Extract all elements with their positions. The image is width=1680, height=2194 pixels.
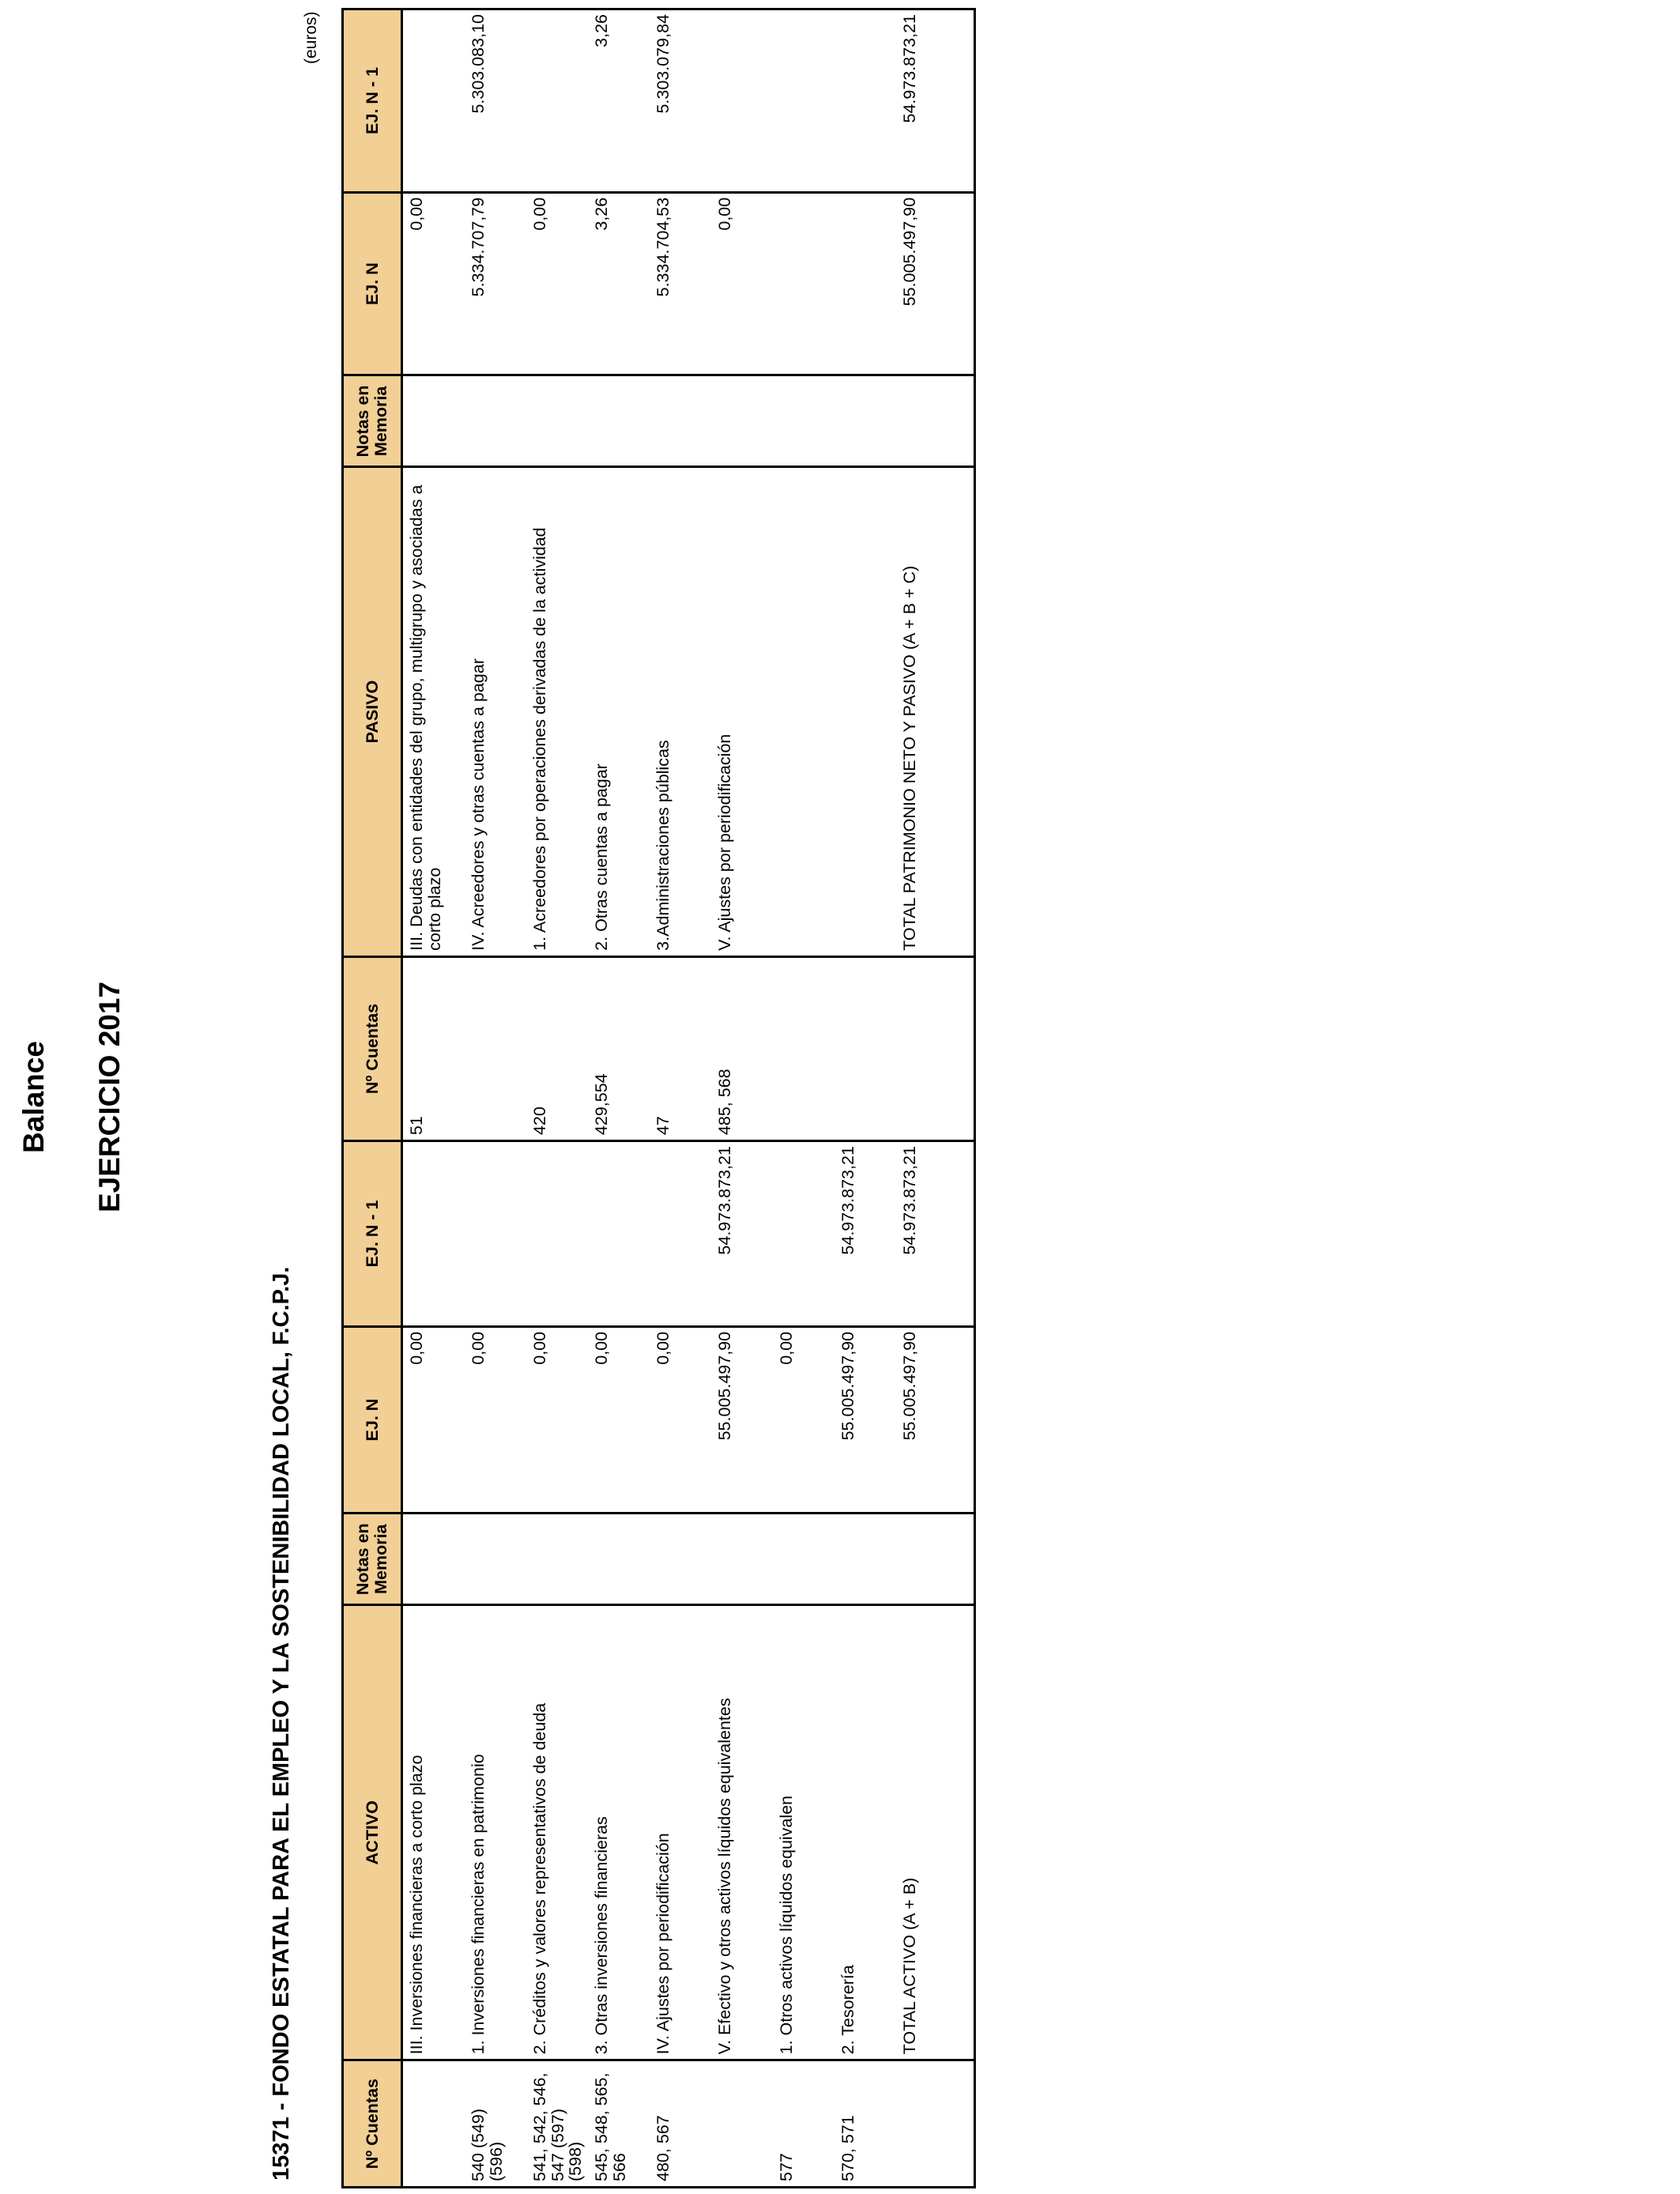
pasivo-ejn-cell [834, 192, 896, 375]
pasivo-cuentas-cell: 485, 568 [711, 956, 773, 1140]
pasivo-notas-cell [773, 375, 834, 467]
col-header-activo: ACTIVO [343, 1605, 402, 2060]
activo-concepto-cell: 2. Créditos y valores representativos de deuda [526, 1605, 588, 2060]
pasivo-total-ejn1: 54.973.873,21 [896, 9, 975, 193]
activo-total-ejn1: 54.973.873,21 [896, 1141, 975, 1327]
pasivo-ejn1-cell [526, 9, 588, 193]
pasivo-concepto-cell: 1. Acreedores por operaciones derivadas de la actividad [526, 467, 588, 956]
col-header-pasivo-ejn: EJ. N [343, 192, 402, 375]
activo-cuentas-cell: 541, 542, 546, 547 (597) (598) [526, 2060, 588, 2188]
activo-cuentas-cell [896, 2060, 975, 2188]
col-header-pasivo-notas: Notas en Memoria [343, 375, 402, 467]
activo-notas-cell [711, 1514, 773, 1605]
pasivo-notas-cell [465, 375, 526, 467]
pasivo-ejn-cell [773, 192, 834, 375]
entity-title: 15371 - FONDO ESTATAL PARA EL EMPLEO Y LA SOSTENIBILIDAD LOCAL, F.C.P.J. [269, 1266, 294, 2181]
activo-ejn1-cell [650, 1141, 711, 1327]
activo-ejn1-cell [588, 1141, 650, 1327]
pasivo-concepto-cell: IV. Acreedores y otras cuentas a pagar [465, 467, 526, 956]
table-row-total [896, 9, 975, 2188]
pasivo-ejn-cell: 0,00 [711, 192, 773, 375]
page-title: Balance [17, 1041, 50, 1153]
activo-concepto-cell: V. Efectivo y otros activos líquidos equivalentes [711, 1605, 773, 2060]
pasivo-ejn-cell: 5.334.704,53 [650, 192, 711, 375]
table-row [711, 9, 773, 2188]
col-header-activo-cuentas: Nº Cuentas [343, 2060, 402, 2188]
activo-concepto-cell: 1. Otros activos líquidos equivalen [773, 1605, 834, 2060]
activo-total-ejn: 55.005.497,90 [896, 1326, 975, 1513]
activo-concepto-cell: 3. Otras inversiones financieras [588, 1605, 650, 2060]
activo-ejn-cell: 0,00 [650, 1326, 711, 1513]
activo-ejn-cell: 0,00 [465, 1326, 526, 1513]
pasivo-ejn1-cell [773, 9, 834, 193]
activo-ejn1-cell: 54.973.873,21 [711, 1141, 773, 1327]
activo-cuentas-cell: 570, 571 [834, 2060, 896, 2188]
pasivo-ejn-cell: 3,26 [588, 192, 650, 375]
pasivo-notas-cell [711, 375, 773, 467]
activo-ejn-cell: 0,00 [526, 1326, 588, 1513]
activo-notas-cell [526, 1514, 588, 1605]
activo-ejn-cell: 55.005.497,90 [834, 1326, 896, 1513]
pasivo-cuentas-cell [773, 956, 834, 1140]
pasivo-concepto-cell: 2. Otras cuentas a pagar [588, 467, 650, 956]
pasivo-ejn-cell: 5.334.707,79 [465, 192, 526, 375]
activo-notas-cell [402, 1514, 465, 1605]
col-header-activo-ejn1: EJ. N - 1 [343, 1141, 402, 1327]
col-header-pasivo: PASIVO [343, 467, 402, 956]
activo-ejn-cell: 0,00 [402, 1326, 465, 1513]
activo-ejn1-cell [526, 1141, 588, 1327]
pasivo-total-ejn: 55.005.497,90 [896, 192, 975, 375]
pasivo-concepto-cell [773, 467, 834, 956]
activo-notas-cell [834, 1514, 896, 1605]
pasivo-cuentas-cell: 51 [402, 956, 465, 1140]
pasivo-notas-cell [896, 375, 975, 467]
col-header-pasivo-ejn1: EJ. N - 1 [343, 9, 402, 193]
activo-concepto-cell: III. Inversiones financieras a corto plazo [402, 1605, 465, 2060]
activo-concepto-cell: 1. Inversiones financieras en patrimonio [465, 1605, 526, 2060]
table-row [773, 9, 834, 2188]
units-label: (euros) [302, 11, 320, 64]
pasivo-notas-cell [402, 375, 465, 467]
pasivo-cuentas-cell: 429,554 [588, 956, 650, 1140]
table-row [402, 9, 465, 2188]
pasivo-concepto-cell: III. Deudas con entidades del grupo, multigrupo y asociadas a corto plazo [402, 467, 465, 956]
table-header-row [343, 9, 402, 2188]
activo-notas-cell [650, 1514, 711, 1605]
table-row [588, 9, 650, 2188]
pasivo-concepto-cell: V. Ajustes por periodificación [711, 467, 773, 956]
pasivo-notas-cell [834, 375, 896, 467]
pasivo-ejn1-cell [711, 9, 773, 193]
pasivo-total-label: TOTAL PATRIMONIO NETO Y PASIVO (A + B + C) [896, 467, 975, 956]
pasivo-concepto-cell [834, 467, 896, 956]
fiscal-year-title: EJERCICIO 2017 [93, 981, 126, 1213]
activo-concepto-cell: IV. Ajustes por periodificación [650, 1605, 711, 2060]
activo-notas-cell [588, 1514, 650, 1605]
col-header-activo-ejn: EJ. N [343, 1326, 402, 1513]
activo-cuentas-cell: 577 [773, 2060, 834, 2188]
activo-ejn1-cell: 54.973.873,21 [834, 1141, 896, 1327]
table-row [526, 9, 588, 2188]
activo-total-label: TOTAL ACTIVO (A + B) [896, 1605, 975, 2060]
pasivo-cuentas-cell [465, 956, 526, 1140]
pasivo-concepto-cell: 3.Administraciones públicas [650, 467, 711, 956]
pasivo-cuentas-cell: 47 [650, 956, 711, 1140]
activo-ejn1-cell [773, 1141, 834, 1327]
pasivo-ejn-cell: 0,00 [402, 192, 465, 375]
pasivo-notas-cell [526, 375, 588, 467]
activo-concepto-cell: 2. Tesorería [834, 1605, 896, 2060]
balance-table [341, 8, 976, 2188]
col-header-activo-notas: Notas en Memoria [343, 1514, 402, 1605]
activo-notas-cell [465, 1514, 526, 1605]
activo-cuentas-cell [402, 2060, 465, 2188]
activo-cuentas-cell [711, 2060, 773, 2188]
pasivo-cuentas-cell [896, 956, 975, 1140]
activo-ejn-cell: 0,00 [773, 1326, 834, 1513]
pasivo-notas-cell [588, 375, 650, 467]
pasivo-cuentas-cell [834, 956, 896, 1140]
activo-ejn1-cell [465, 1141, 526, 1327]
table-row [650, 9, 711, 2188]
activo-notas-cell [773, 1514, 834, 1605]
pasivo-ejn1-cell [402, 9, 465, 193]
pasivo-ejn1-cell: 5.303.083,10 [465, 9, 526, 193]
pasivo-ejn1-cell [834, 9, 896, 193]
pasivo-ejn1-cell: 3,26 [588, 9, 650, 193]
activo-ejn-cell: 0,00 [588, 1326, 650, 1513]
activo-cuentas-cell: 545, 548, 565, 566 [588, 2060, 650, 2188]
activo-cuentas-cell: 480, 567 [650, 2060, 711, 2188]
activo-ejn1-cell [402, 1141, 465, 1327]
activo-cuentas-cell: 540 (549) (596) [465, 2060, 526, 2188]
table-row [834, 9, 896, 2188]
pasivo-cuentas-cell: 420 [526, 956, 588, 1140]
pasivo-ejn-cell: 0,00 [526, 192, 588, 375]
table-row [465, 9, 526, 2188]
activo-notas-cell [896, 1514, 975, 1605]
pasivo-ejn1-cell: 5.303.079,84 [650, 9, 711, 193]
col-header-pasivo-cuentas: Nº Cuentas [343, 956, 402, 1140]
pasivo-notas-cell [650, 375, 711, 467]
activo-ejn-cell: 55.005.497,90 [711, 1326, 773, 1513]
